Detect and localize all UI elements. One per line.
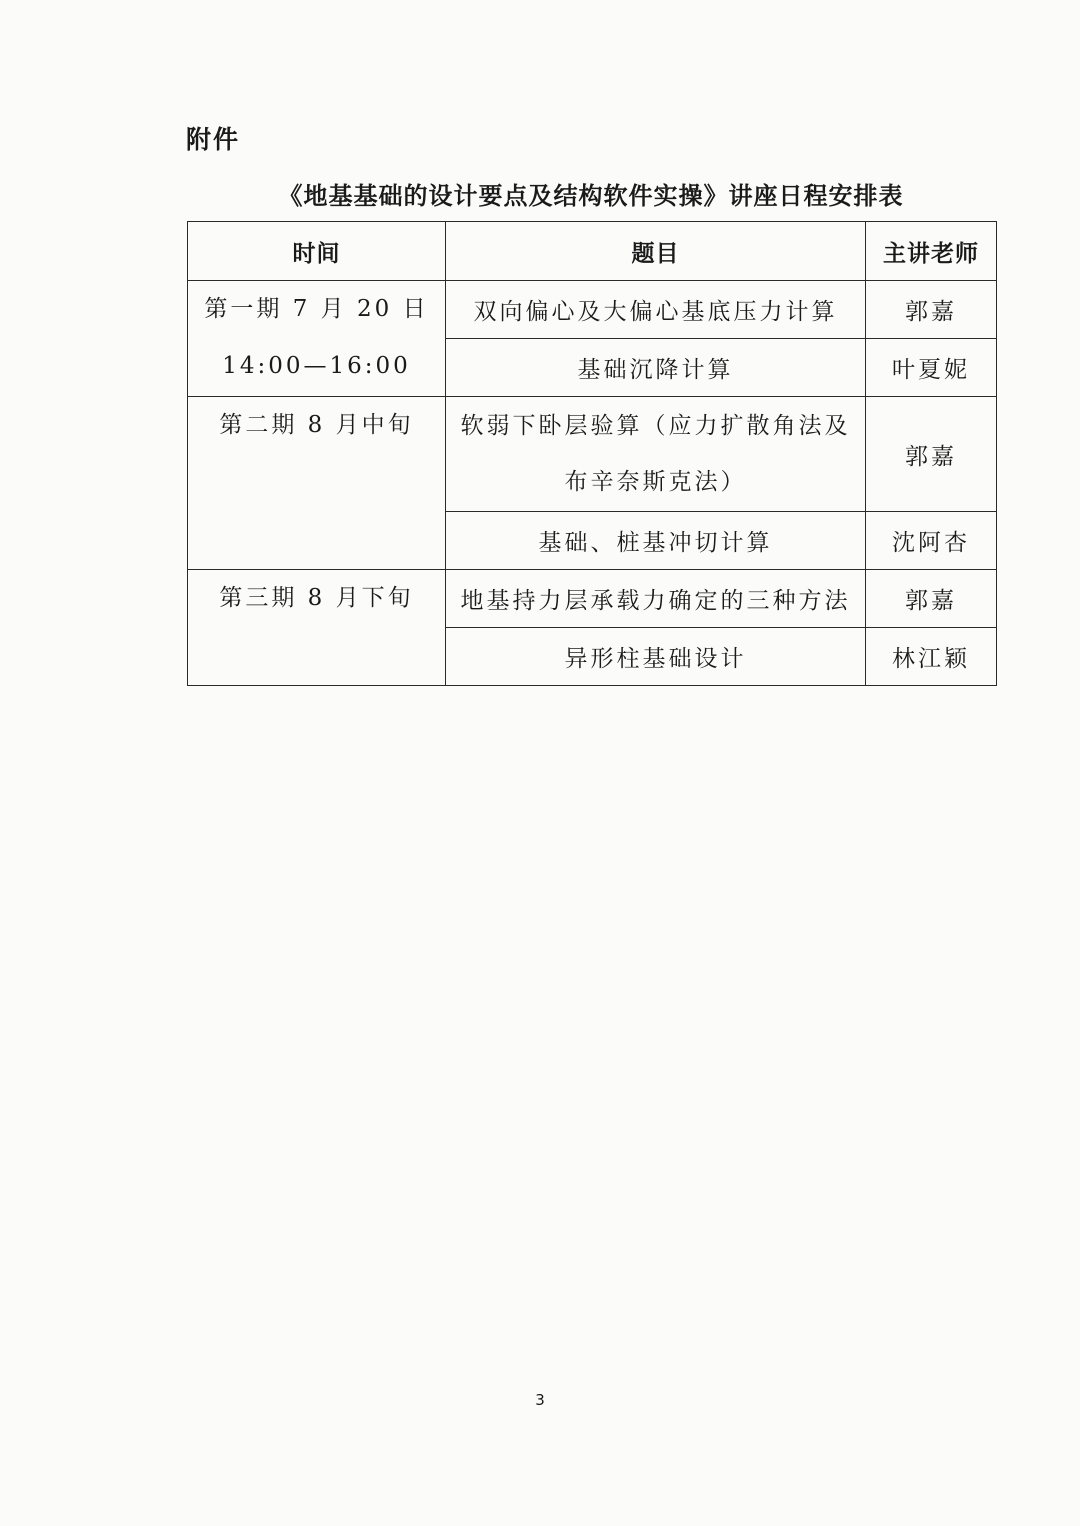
attachment-label: 附件 <box>186 125 241 154</box>
session-period-2 <box>188 397 446 570</box>
session-date: 第三期 8 月下旬 <box>219 585 414 611</box>
topic-cell: 基础、桩基冲切计算 <box>446 512 866 570</box>
schedule-table <box>187 221 997 686</box>
table-row <box>188 281 997 339</box>
header-speaker: 主讲老师 <box>866 222 997 281</box>
speaker-cell: 郭嘉 <box>866 570 997 628</box>
session-period-1 <box>188 281 446 397</box>
speaker-cell: 林江颖 <box>866 628 997 686</box>
speaker-cell: 沈阿杏 <box>866 512 997 570</box>
table-row <box>188 397 997 512</box>
session-date: 第一期 7 月 20 日 <box>204 296 429 322</box>
header-topic: 题目 <box>446 222 866 281</box>
session-time: 14:00—16:00 <box>222 353 411 379</box>
topic-cell: 异形柱基础设计 <box>446 628 866 686</box>
speaker-cell: 郭嘉 <box>866 281 997 339</box>
topic-cell: 基础沉降计算 <box>446 339 866 397</box>
topic-cell: 双向偏心及大偏心基底压力计算 <box>446 281 866 339</box>
table-header-row <box>188 222 997 281</box>
topic-cell: 地基持力层承载力确定的三种方法 <box>446 570 866 628</box>
page-number: 3 <box>535 1391 545 1409</box>
topic-text: 软弱下卧层验算（应力扩散角法及布辛奈斯克法） <box>460 413 851 495</box>
document-title: 《地基基础的设计要点及结构软件实操》讲座日程安排表 <box>278 182 904 210</box>
speaker-cell: 叶夏妮 <box>866 339 997 397</box>
session-date: 第二期 8 月中旬 <box>219 412 414 438</box>
table-row <box>188 570 997 628</box>
session-period-3 <box>188 570 446 686</box>
topic-cell <box>446 397 866 512</box>
speaker-cell: 郭嘉 <box>866 397 997 512</box>
header-time: 时间 <box>188 222 446 281</box>
